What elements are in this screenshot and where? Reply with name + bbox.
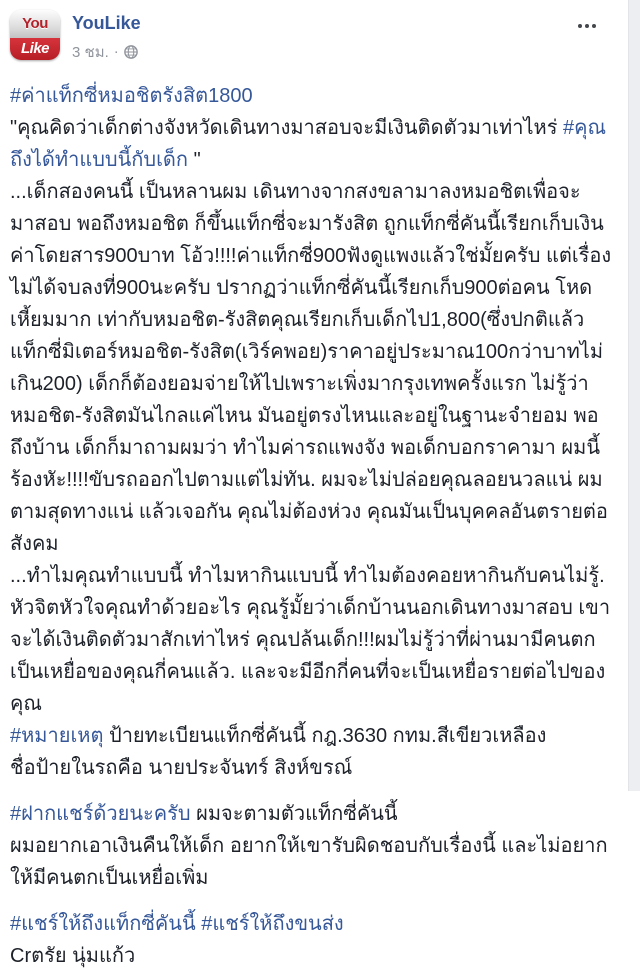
avatar-logo-bottom-label: Like [10,38,60,61]
post-paragraph [10,940,614,972]
post-paragraph [10,176,614,560]
post-paragraph [10,560,614,720]
post-text: ผมจะตามตัวแท็กซี่คันนี้ [190,802,398,825]
post-paragraph [10,112,614,176]
post-paragraph [10,830,614,894]
post-paragraph [10,720,614,752]
post-text: ...เด็กสองคนนี้ เป็นหลานผม เดินทางจากสงขลามาลงหมอชิตเพื่อจะมาสอบ พอถึงหมอชิต ก็ขึ้นแท็กซี่จะมารังสิต ถูกแท็กซี่คันนี้เรียกเก็บเงินค่าโดยสาร900บาท โอ้ว!!!!ค่าแท็กซี่900ฟังดูแพงแล้วใช่มั้ยครับ แต่เรื่องไม่ได้จบลงที่900นะครับ ปรากฏว่าแท็กซี่คันนี้เรียกเก็บ900ต่อคน โหดเหี้ยมมาก เท่ากับหมอชิต-รังสิตคุณเรียกเก็บเด็กไป1,800(ซึ่งปกติแล้วแท็กซี่มิเตอร์หมอชิต-รังสิต(เวิร์คพอย)ราคาอยู่ประมาณ100กว่าบาทไม่เกิน200) เด็กก็ต้องยอมจ่ายให้ไปเพราะเพิ่งมากรุงเทพครั้งแรก ไม่รู้ว่าหมอชิต-รังสิตมันไกลแค่ไหน มันอยู่ตรงไหนและอยู่ในฐานะจำยอม พอถึงบ้าน เด็กก็มาถามผมว่า ทำไมค่ารถแพงจัง พอเด็กบอกราคามา ผมนี้ร้องหัะ!!!!ขับรถออกไปตามแต่ไม่ทัน. ผมจะไม่ปล่อยคุณลอยนวลแน่ ผมตามสุดทางแน่ แล้วเจอกัน คุณไม่ต้องห่วง คุณมันเป็นบุคคลอันตรายต่อสังคม [10,180,612,555]
hashtag-link[interactable]: #หมายเหตุ [10,724,104,747]
timestamp[interactable]: 3 ชม. [72,43,109,61]
post-paragraph [10,798,614,830]
post-header [10,8,614,70]
more-options-button[interactable] [574,20,600,32]
post-text: ผมอยากเอาเงินคืนให้เด็ก อยากให้เขารับผิดชอบกับเรื่องนี้ และไม่อยากให้มีคนตกเป็นเหยื่อเพิ่ม [10,834,608,889]
hashtag-link[interactable]: #คุณถึงได้ทำแบบนี้กับเด็ก [10,116,607,171]
meta-separator: · [113,43,119,61]
post-text: Crตรัย นุ่มแก้ว [10,944,136,967]
hashtag-link[interactable]: #แชร์ให้ถึงขนส่ง [201,912,344,935]
post-text: " [188,148,201,171]
header-meta [72,10,141,64]
scrollbar[interactable] [628,0,640,791]
post-text: ป้ายทะเบียนแท็กซี่คันนี้ กฎ.3630 กทม.สีเขียวเหลือง [103,724,547,747]
post-paragraph [10,752,614,784]
hashtag-link[interactable]: #แชร์ให้ถึงแท็กซี่คันนี้ [10,912,196,935]
more-options-icon [578,24,582,28]
hashtag-link[interactable]: #ฝากแชร์ด้วยนะครับ [10,802,191,825]
page-avatar[interactable] [10,10,60,60]
globe-privacy-icon [124,45,138,59]
post-text: "คุณคิดว่าเด็กต่างจังหวัดเดินทางมาสอบจะมีเงินติดตัวมาเท่าไหร่ [10,116,563,139]
page-name-link[interactable]: YouLike [72,13,141,33]
post-paragraph [10,908,614,940]
hashtag-link[interactable]: #ค่าแท็กซี่หมอชิตรังสิต1800 [10,84,253,107]
post-text: ชื่อป้ายในรถคือ นายประจันทร์ สิงห์ขรณ์ [10,756,353,779]
post-meta-row [72,40,141,64]
avatar-logo-top-label: You [10,10,60,38]
post-text: ...ทำไมคุณทำแบบนี้ ทำไมหากินแบบนี้ ทำไมต้องคอยหากินกับคนไม่รู้. หัวจิตหัวใจคุณทำด้วยอะไร คุณรู้มั้ยว่าเด็กบ้านนอกเดินทางมาสอบ เขาจะได้เงินติดตัวมาสักเท่าไหร่ คุณปล้นเด็ก!!!ผมไม่รู้ว่าที่ผ่านมามีคนตกเป็นเหยื่อของคุณกี่คนแล้ว. และจะมีอีกกี่คนที่จะเป็นเหยื่อรายต่อไปของคุณ [10,564,611,715]
post-paragraph [10,80,614,112]
post-body [10,80,614,972]
